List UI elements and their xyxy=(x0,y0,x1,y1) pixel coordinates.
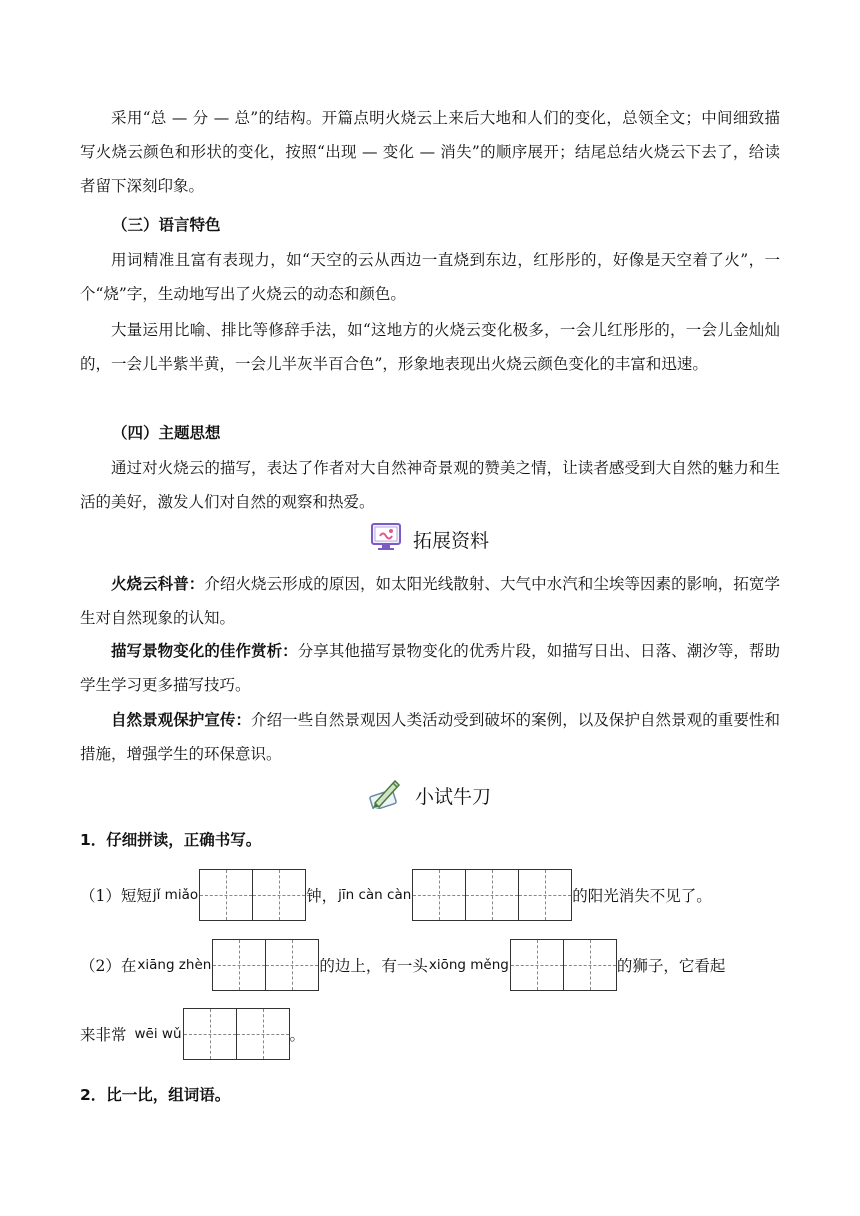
extend-item-2 xyxy=(80,634,780,702)
structure-paragraph: 采用“总 — 分 — 总”的结构。开篇点明火烧云上来后大地和人们的变化，总领全文；中间细致描写火烧云颜色和形状的变化，按照“出现 — 变化 — 消失”的顺序展开；结尾总结火烧云下去了，给读者留下深刻印象。 xyxy=(80,109,780,195)
section-extend-title: 拓展资料 xyxy=(412,529,489,552)
q1-line2-mid: 的边上，有一头 xyxy=(319,957,428,975)
question-1-line-1 xyxy=(80,869,712,921)
question-1-title: 1．仔细拼读，正确书写。 xyxy=(80,831,262,849)
computer-icon xyxy=(371,523,401,556)
q1-line1-pinyin-1: jǐ miǎo xyxy=(152,887,199,903)
heading-theme: （四）主题思想 xyxy=(112,423,221,442)
extend-item-1 xyxy=(80,567,780,635)
question-2-title: 2．比一比，组词语。 xyxy=(80,1086,231,1104)
writing-cell[interactable] xyxy=(212,939,266,991)
section-extend-header xyxy=(0,522,860,556)
q1-line1-post: 的阳光消失不见了。 xyxy=(572,887,712,905)
extend-item-3 xyxy=(80,703,780,771)
q1-line2-pinyin-2: xiōng měng xyxy=(428,957,509,973)
q1-line1-prefix: （1）短短 xyxy=(80,887,152,905)
writing-cell[interactable] xyxy=(252,869,306,921)
writing-cell[interactable] xyxy=(183,1008,237,1060)
section-practice-title: 小试牛刀 xyxy=(414,785,491,808)
pen-icon xyxy=(369,777,403,814)
extend-item-2-text: 分享其他描写景物变化的优秀片段，如描写日出、日落、潮汐等，帮助学生学习更多描写技巧。 xyxy=(80,642,780,694)
writing-cell[interactable] xyxy=(236,1008,290,1060)
q1-line2-pinyin-1: xiāng zhèn xyxy=(137,957,212,973)
writing-cell[interactable] xyxy=(510,939,564,991)
section-practice-header xyxy=(0,777,860,813)
q1-line1-mid: 钟， xyxy=(306,887,338,905)
writing-cell[interactable] xyxy=(465,869,519,921)
writing-grid-5[interactable] xyxy=(183,1008,290,1060)
question-1-line-2 xyxy=(80,939,725,991)
q1-line2-post: 的狮子，它看起 xyxy=(616,957,726,975)
writing-grid-3[interactable] xyxy=(212,939,319,991)
extend-item-3-label: 自然景观保护宣传： xyxy=(111,710,252,729)
writing-cell[interactable] xyxy=(518,869,572,921)
language-paragraph-1: 用词精准且富有表现力，如“天空的云从西边一直烧到东边，红彤彤的，好像是天空着了火”，一个“烧”字，生动地写出了火烧云的动态和颜色。 xyxy=(80,251,780,303)
extend-item-1-label: 火烧云科普： xyxy=(111,574,205,593)
language-paragraph-2: 大量运用比喻、排比等修辞手法，如“这地方的火烧云变化极多，一会儿红彤彤的，一会儿金灿灿的，一会儿半紫半黄，一会儿半灰半百合色”，形象地表现出火烧云颜色变化的丰富和迅速。 xyxy=(80,321,780,373)
q1-line2-prefix: （2）在 xyxy=(80,957,137,975)
extend-item-3-text: 介绍一些自然景观因人类活动受到破坏的案例，以及保护自然景观的重要性和措施，增强学生的环保意识。 xyxy=(80,711,780,763)
theme-paragraph: 通过对火烧云的描写，表达了作者对大自然神奇景观的赞美之情，让读者感受到大自然的魅力和生活的美好，激发人们对自然的观察和热爱。 xyxy=(80,459,780,511)
heading-language-features: （三）语言特色 xyxy=(112,215,221,234)
q1-line3-post: 。 xyxy=(289,1026,306,1044)
extend-item-1-text: 介绍火烧云形成的原因，如太阳光线散射、大气中水汽和尘埃等因素的影响，拓宽学生对自然现象的认知。 xyxy=(80,575,780,627)
q1-line3-pinyin-1: wēi wǔ xyxy=(134,1026,182,1042)
writing-grid-1[interactable] xyxy=(199,869,306,921)
extend-item-2-label: 描写景物变化的佳作赏析： xyxy=(111,641,298,660)
writing-grid-2[interactable] xyxy=(412,869,572,921)
writing-cell[interactable] xyxy=(265,939,319,991)
writing-cell[interactable] xyxy=(199,869,253,921)
q1-line1-pinyin-2: jīn càn càn xyxy=(338,887,412,903)
writing-cell[interactable] xyxy=(412,869,466,921)
writing-cell[interactable] xyxy=(563,939,617,991)
writing-grid-4[interactable] xyxy=(510,939,617,991)
q1-line3-prefix: 来非常 xyxy=(80,1026,127,1044)
question-1-line-3 xyxy=(80,1008,305,1060)
